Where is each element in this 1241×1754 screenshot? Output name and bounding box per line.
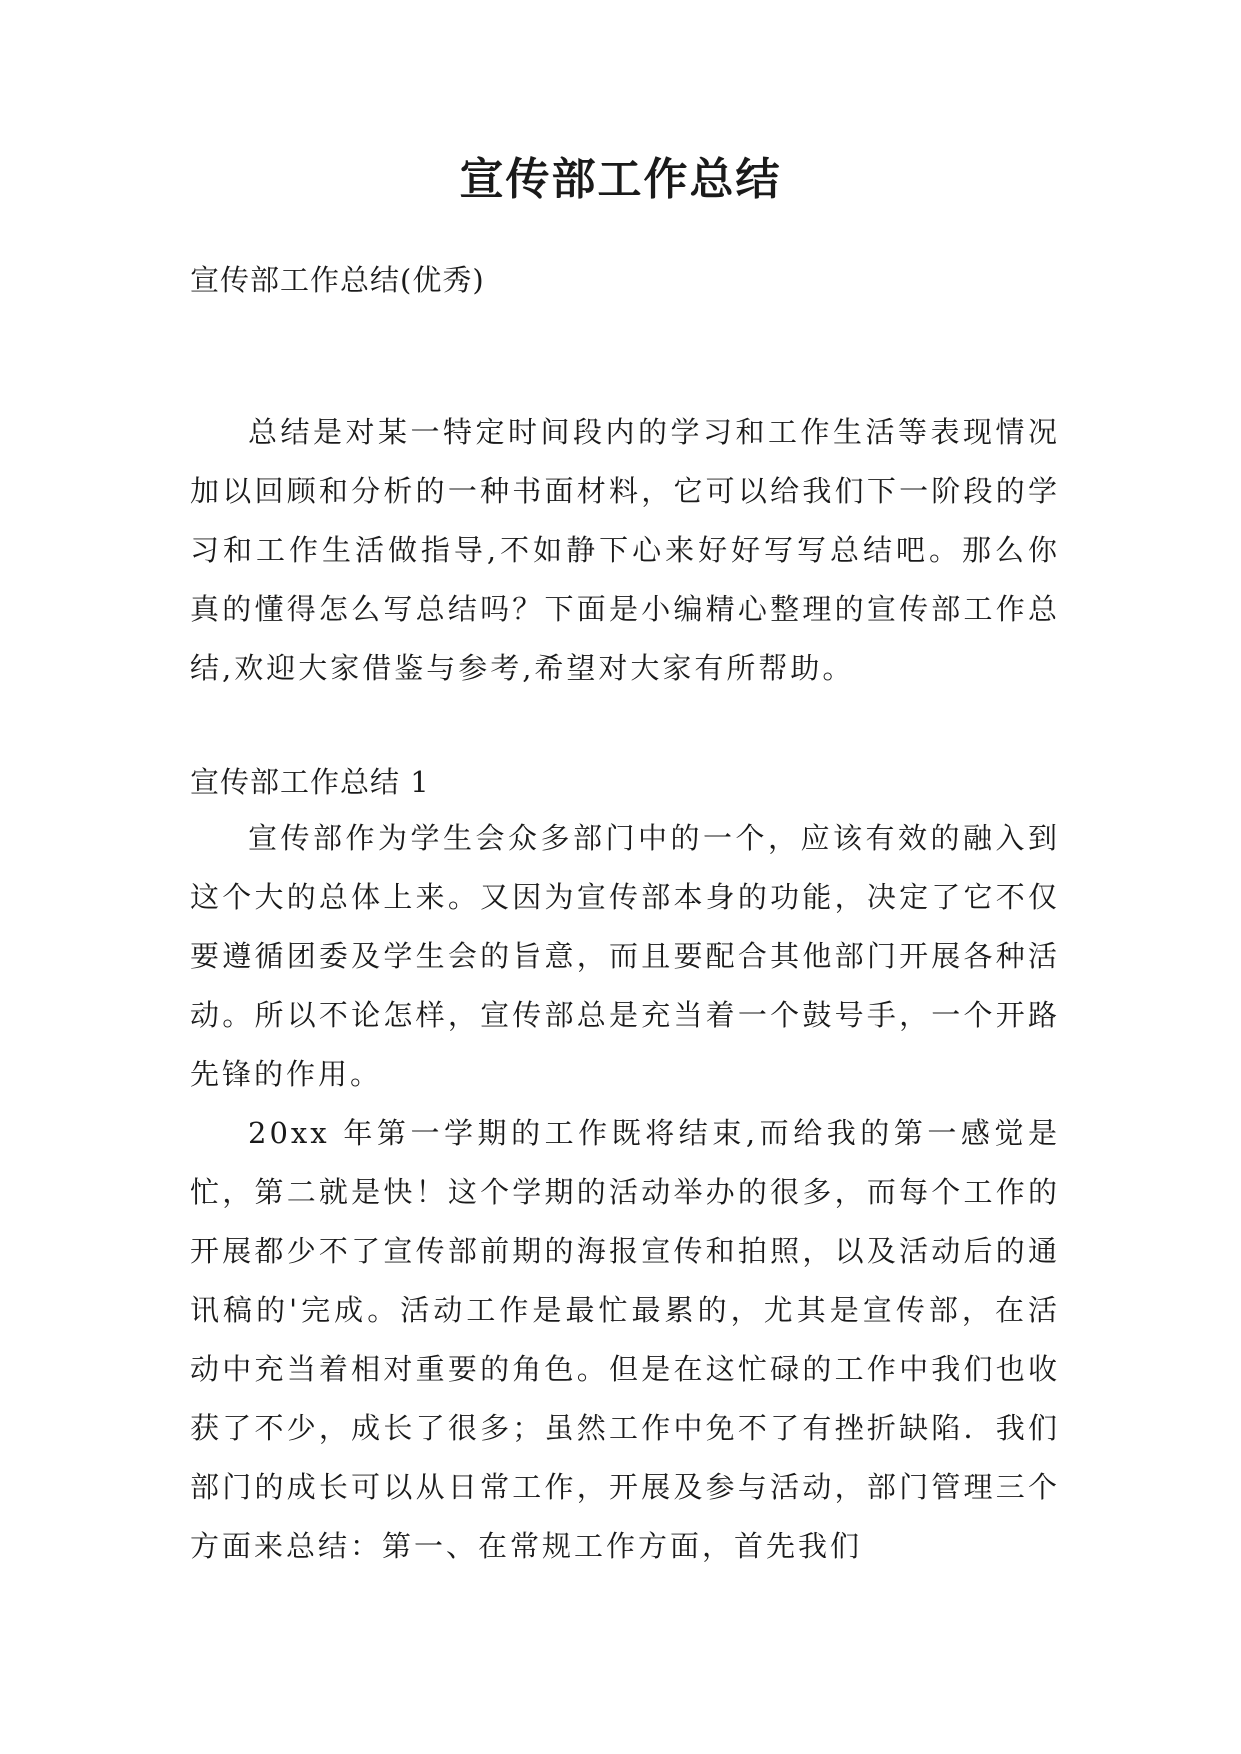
intro-paragraph: 总结是对某一特定时间段内的学习和工作生活等表现情况加以回顾和分析的一种书面材料，它可以给我们下一阶段的学习和工作生活做指导,不如静下心来好好写写总结吧。那么你真的懂得怎么写总结吗？下面是小编精心整理的宣传部工作总结,欢迎大家借鉴与参考,希望对大家有所帮助。 xyxy=(190,415,1060,685)
body-paragraph-2: 20xx 年第一学期的工作既将结束,而给我的第一感觉是忙，第二就是快！这个学期的活动举办的很多，而每个工作的开展都少不了宣传部前期的海报宣传和拍照，以及活动后的通讯稿的'完成。活动工作是最忙最累的，尤其是宣传部，在活动中充当着相对重要的角色。但是在这忙碌的工作中我们也收获了不少，成长了很多；虽然工作中免不了有挫折缺陷．我们部门的成长可以从日常工作，开展及参与活动，部门管理三个方面来总结：第一、在常规工作方面，首先我们 xyxy=(190,1116,1060,1563)
document-subtitle: 宣传部工作总结(优秀) xyxy=(190,263,485,297)
section-heading: 宣传部工作总结 1 xyxy=(190,765,430,799)
intro-block xyxy=(190,403,1060,698)
body-paragraph-1: 宣传部作为学生会众多部门中的一个，应该有效的融入到这个大的总体上来。又因为宣传部本身的功能，决定了它不仅要遵循团委及学生会的旨意，而且要配合其他部门开展各种活动。所以不论怎样，宣传部总是充当着一个鼓号手，一个开路先锋的作用。 xyxy=(190,821,1060,1091)
section-body xyxy=(190,809,1060,1576)
document-title: 宣传部工作总结 xyxy=(459,154,782,205)
